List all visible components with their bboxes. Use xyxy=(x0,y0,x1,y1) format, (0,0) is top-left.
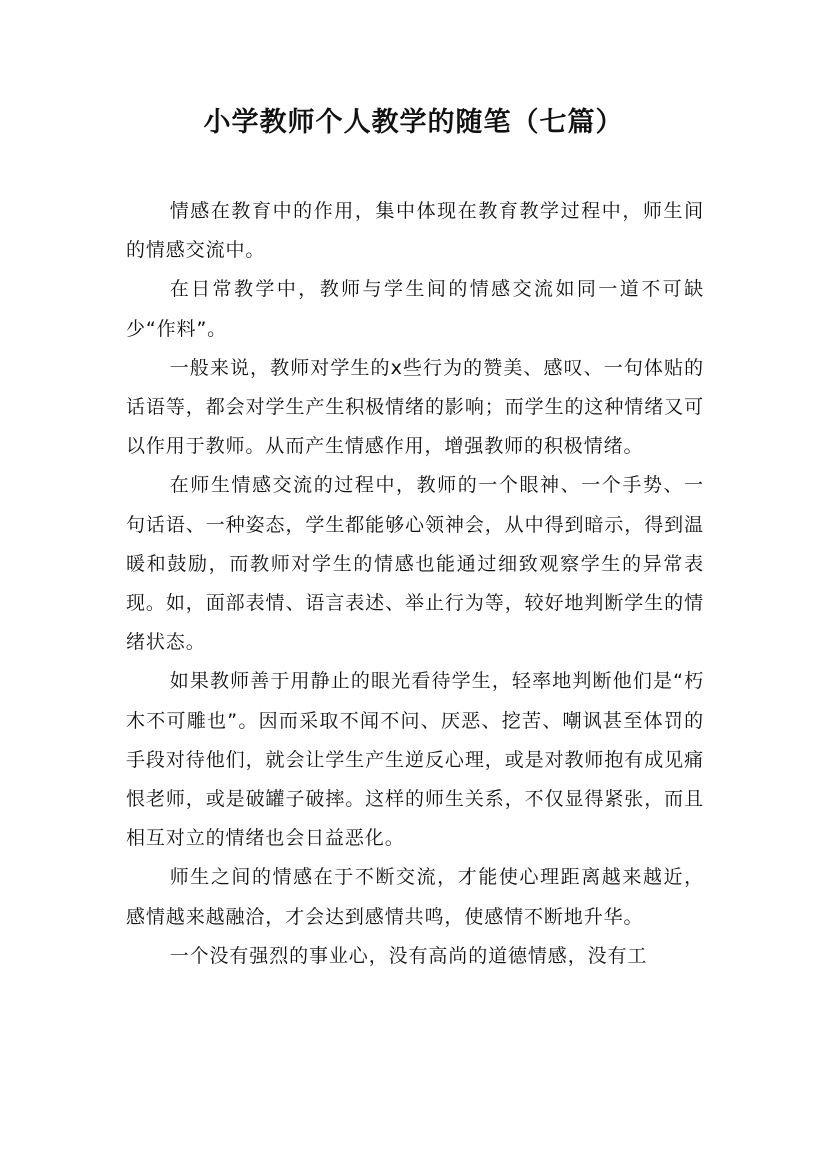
paragraph: 在师生情感交流的过程中，教师的一个眼神、一个手势、一句话语、一种姿态，学生都能够心领神会，从中得到暗示，得到温暖和鼓励，而教师对学生的情感也能通过细致观察学生的异常表现。如，面部表情、语言表述、举止行为等，较好地判断学生的情绪状态。 xyxy=(126,474,704,654)
paragraph: 一个没有强烈的事业心，没有高尚的道德情感，没有工 xyxy=(169,944,648,967)
paragraph: 师生之间的情感在于不断交流，才能使心理距离越来越近，感情越来越融洽，才会达到感情共鸣，使感情不断地升华。 xyxy=(126,866,704,928)
paragraph: 情感在教育中的作用，集中体现在教育教学过程中，师生间的情感交流中。 xyxy=(126,200,704,262)
paragraph: 在日常教学中，教师与学生间的情感交流如同一道不可缺少“作料”。 xyxy=(126,278,704,340)
paragraph: 一般来说，教师对学生的x些行为的赞美、感叹、一句体贴的话语等，都会对学生产生积极情绪的影响；而学生的这种情绪又可以作用于教师。从而产生情感作用，增强教师的积极情绪。 xyxy=(126,356,704,458)
paragraph: 如果教师善于用静止的眼光看待学生，轻率地判断他们是“朽木不可雕也”。因而采取不闻不问、厌恶、挖苦、嘲讽甚至体罚的手段对待他们，就会让学生产生逆反心理，或是对教师抱有成见痛恨老师，或是破罐子破摔。这样的师生关系，不仅显得紧张，而且相互对立的情绪也会日益恶化。 xyxy=(126,670,704,850)
document-title: 小学教师个人教学的随笔（七篇） xyxy=(203,107,624,138)
document-body xyxy=(126,192,704,976)
